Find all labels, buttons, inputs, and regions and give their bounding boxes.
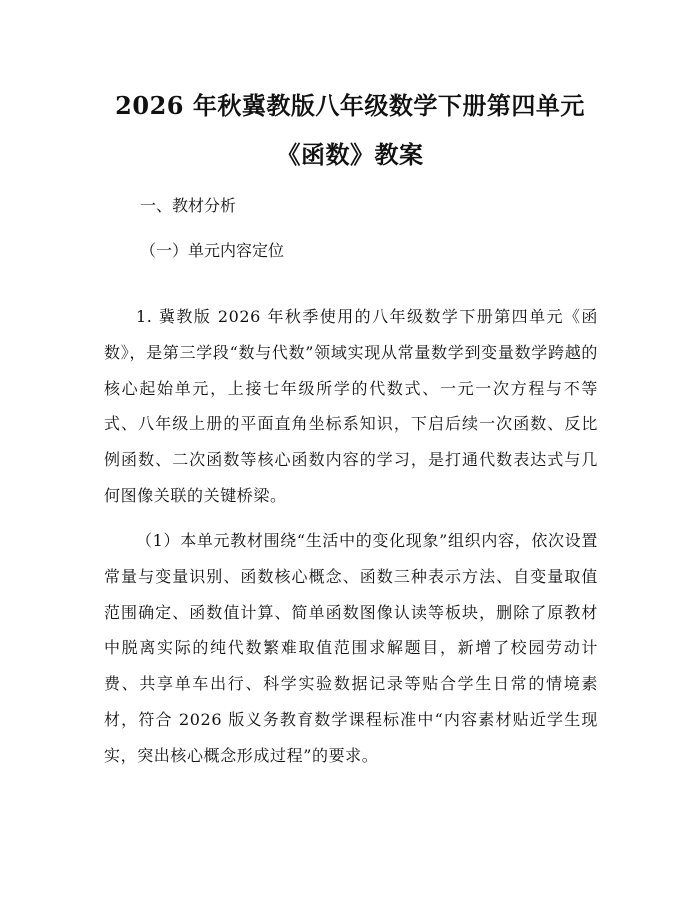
paragraph-2: （1）本单元教材围绕“生活中的变化现象”组织内容，依次设置常量与变量识别、函数核心概念、函数三种表示方法、自变量取值范围确定、函数值计算、简单函数图像认读等板块，删除了原教材中脱离实际的纯代数繁难取值范围求解题目，新增了校园劳动计费、共享单车出行、科学实验数据记录等贴合学生日常的情境素材，符合 2026 版义务教育数学课程标准中“内容素材贴近学生现实，突出核心概念形成过程”的要求。	[104, 531, 598, 765]
subsection-heading: （一）单元内容定位	[140, 241, 285, 260]
paragraph-1: 1. 冀教版 2026 年秋季使用的八年级数学下册第四单元《函数》，是第三学段“数与代数”领域实现从常量数学到变量数学跨越的核心起始单元，上接七年级所学的代数式、一元一次方程与不等式、八年级上册的平面直角坐标系知识，下启后续一次函数、反比例函数、二次函数等核心函数内容的学习，是打通代数表达式与几何图像关联的关键桥梁。	[104, 307, 598, 505]
document-title-line-1: 2026 年秋冀教版八年级数学下册第四单元	[115, 91, 585, 120]
document-title-line-2: 《函数》教案	[276, 140, 424, 169]
section-heading: 一、教材分析	[140, 196, 237, 215]
